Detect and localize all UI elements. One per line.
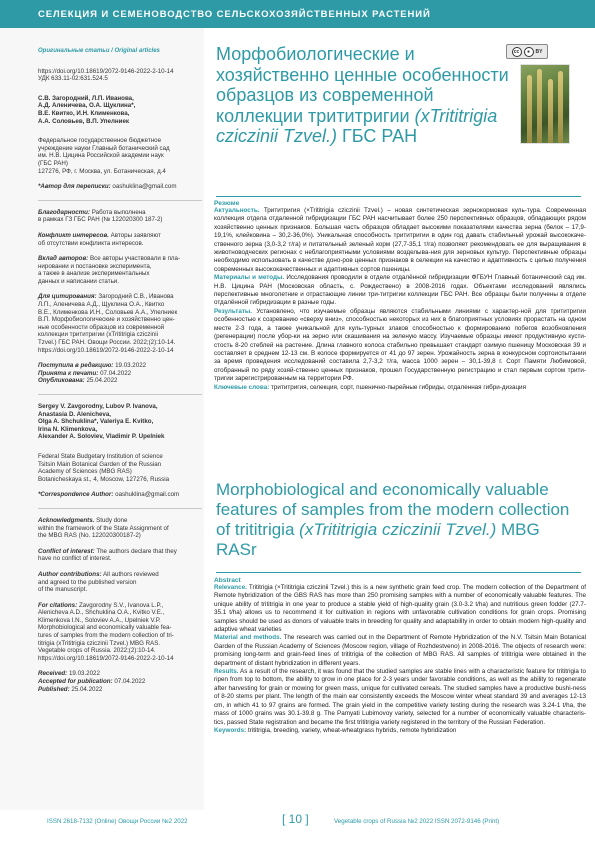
footer-issn-online: ISSN 2618-7132 (Online) Овощи России №2 2022 [47, 818, 188, 825]
abstract-relevance-ru: Актуальность. Трититригия (×Trititrigia cziczinii Tzvel.) – новая синтетическая зернокормовая куль-тура. Современная коллекция отдела отдаленной гибридизации ГБС РАН насчитывает более 250 перспективных образцов, обладающих рядом хозяйственно ценных признаков. Большая часть образцов обладает высокими показателями качества зерна (белок – 17,9-19,1%, клейковина – 30,2-36,0%). Уникальная способность трититригии в один год давать стабильный урожай высококаче-ственного зерна (3,0-3,2 т/га) и питательный зеленый корм (27,7-35,1 т/га) позволяет рекомендовать ее для выращивания в животноводческих регионах с неблагоприятными условиями возделыва-ния для зерновых культур. Перспективные образцы необходимо использовать в качестве доно-ров ценных признаков в селекции на качество и адаптивность с целью получения современных высококачественных и адаптивных сортов пшеницы. [214, 207, 587, 273]
authors-ru: С.В. Загородний, Л.П. Иванова, А.Д. Аленичева, О.А. Щуклина*, В.Е. Квитко, И.Н. Клименкова, А.А. Соловьев, В.П. Упелниек [38, 94, 136, 125]
page-footer [0, 810, 595, 842]
title-rule-ru [216, 196, 581, 197]
contribution-en: Author contributions: All authors reviewed and agreed to the published version of the manuscript. [38, 570, 159, 594]
affiliation-ru: Федеральное государственное бюджетное учреждение науки Главный ботанический сад им. Н.В. Цицина Российской академии наук (ГБС РАН) 127276, РФ, г. Москва, ул. Ботаническая, д.4 [38, 137, 170, 175]
correspondence-en: *Correspondence Author: oashuklina@gmail.com [38, 491, 180, 499]
person-icon: ● [524, 47, 534, 57]
acknowledgments-ru: Благодарности: Работа выполнена в рамках ГЗ ГБС РАН (№ 122020300 187-2) [38, 208, 163, 224]
correspondence-ru: *Автор для переписки: oashuklina@gmail.com [38, 183, 177, 191]
abstract-results-ru: Результаты. Установлено, что изучаемые образцы являются стабильными линиями с характер-ной для трититригии особенностью к созреванию «сверху вниз», способностью некоторых из них в благоприятных условиях прорастать на одном месте 2-3 года, а также уникальной для куль-турных злаков способностью к формированию побегов возобновления (регенерации) после убор-ки на зерно или скашивания на зеленую массу. Изучаемые образцы имеют продуктивную кусти-стость 8-20 стеблей на растение. Длина главного колоса стабильно превышает стандарт озимую пшеницу Московская 39 и составляет в среднем 12-13 см. В колосе формируется от 41 до 97 зерен. Урожайность зерна в конкурсном сортоиспытании за время проведения исследований составила 2,7-3,2 т/га, масса 1000 зерен – 30,1-39,8 г. Сорт Памяти Любимовой, отобранный по ряду хозяй-ственно ценных признаков, прошел Государственную регистрацию и стал первым сортом трити-тригии зарегистрированным на территории РФ. [214, 307, 587, 383]
abstract-en [214, 577, 586, 735]
sidebar-divider [38, 394, 202, 395]
authors-en: Sergey V. Zavgorodny, Lubov P. Ivanova, Anastasia D. Alenicheva, Olga A. Shchuklina*, Valeriya E. Kvitko, Irina N. Klimenkova, Alexander A. Soloviev, Vladimir P. Upelniek [38, 403, 165, 441]
affiliation-en: Federal State Budgetary Institution of science Tsitsin Main Botanical Garden of the Russian Academy of Sciences (MBG RAS) Botanicheskaya st., 4, Moscow, 127276, Russia [38, 452, 170, 483]
citation-en: For citations: Zavgorodny S.V., Ivanova L.P., Alenicheva A.D., Shchuklina O.A., Kvitko V.E., Klimenkova I.N., Soloviev A.A., Upelniek V.P. Morphobiological and economically valuable fea- tures of samples from the modern collection of tri- titrigia (xTrititrigia cziczinii Tzvel.) MBG RAS. Vegetable crops of Russia. 2022;(2):10-14. https://doi.org/10.18619/2072-9146-2022-2-10-14 [38, 601, 174, 662]
license-by-label: BY [535, 48, 543, 55]
sidebar-divider [38, 508, 202, 509]
udc-code: УДК 633.11-02:631.524.5 [38, 75, 108, 83]
footer-issn-print: Vegetable crops of Russia №2 2022 ISSN 2072-9146 (Print) [334, 818, 500, 825]
doi-link[interactable]: https://doi.org/10.18619/2072-9146-2022-2-10-14 [38, 67, 174, 75]
cc-by-license-badge[interactable] [506, 44, 548, 59]
article-type: Оригинальные статьи / Original articles [38, 48, 160, 54]
title-rule-en [216, 572, 581, 573]
correspondence-email-ru[interactable]: oashuklina@gmail.com [112, 183, 177, 191]
keywords-en: Keywords: trititrigia, breeding, variety, wheat-wheatgrass hybrids, remote hybridization [214, 726, 457, 734]
abstract-results-en: Results. As a result of the research, it was found that the studied samples are stable lines with a characteristic feature for trititrigia to ripen from top to bottom, the ability to grow in one place for 2-3 years under favorable conditions, as well as the ability to regenerate after harvesting for grain or mowing for green mass, unique for cultivated cereals. The studied samples have a productive bushi-ness of 8-20 stems per plant. The length of the main ear consistently exceeds the Moscow winter wheat standard 39 and averages 12-13 cm, in which 41 to 97 grains are formed. The grain yield in the competitive variety testing during the research was 3.24-1 t/ha, the mass of 1000 grains was 30.1-39.8 g. The Pamyati Lubimovoy variety, selected for a number of economically valuable characteris-tics, passed State registration and became the first trititrigia variety registered in the territory of the Russian Federation. [214, 668, 587, 726]
sidebar-divider [38, 200, 202, 201]
article-title-en: Morphobiological and economically valuable features of samples from the modern collection of trititrigia (xTrititrigia cziczinii Tzvel.) MBG RASr [216, 480, 570, 559]
article-title-ru: Морфобиологические и хозяйственно ценные особенности образцов из современной коллекции трититригии (xTrititrigia cziczinii Tzvel.) ГБС РАН [216, 44, 509, 146]
trititrigia-plants-photo [520, 64, 570, 144]
abstract-methods-en: Material and methods. The research was carried out in the Department of Remote Hybridization of the N.V. Tsitsin Main Botanical Garden of the Russian Academy of Sciences (Moscow region, village of Rozhdestveno) in 2008-2016. The objects of research were: promising long-term and grain-feed lines of trititrigia of the collection of MBG RAS. All samples of trititrigia were obtained in the department of distant hybridization in different years. [214, 634, 586, 667]
abstract-heading-ru: Резюме [214, 200, 240, 207]
dates-en: Received: 19.03.2022 Accepted for publication: 07.04.2022 Published: 25.04.2022 [38, 670, 146, 693]
abstract-methods-ru: Материалы и методы. Исследования проводили в отделе отдалённой гибридизации ФГБУН Главный ботанический сад им. Н.В. Цицина РАН (Московская область, с. Рождествено) в 2008-2016 годах. Объектами исследований являлись перспективные многолетние и отрастающие линии три-титригии коллекции ГБС РАН. Все образцы были получены в отделе отдалённой гибридизации в разные годы. [214, 274, 586, 307]
conflict-en: Conflict of interest: The authors declare that they have no conflict of interest. [38, 547, 177, 563]
abstract-heading-en: Abstract [214, 577, 241, 584]
keywords-ru: Ключевые слова: трититригия, селекция, сорт, пшенично-пырейные гибриды, отдаленная гибри-дизация [214, 383, 526, 391]
journal-banner: СЕЛЕКЦИЯ И СЕМЕНОВОДСТВО СЕЛЬСКОХОЗЯЙСТВЕННЫХ РАСТЕНИЙ [0, 0, 595, 28]
conflict-ru: Конфликт интересов. Авторы заявляют об отсутствии конфликта интересов. [38, 231, 161, 247]
citation-ru: Для цитирования: Загородний С.В., Иванова Л.П., Аленичева А.Д., Щуклина О.А., Квитко В.Е., Клименкова И.Н., Соловьев А.А., Упелниек В.П. Морфобиологические и хозяйственно цен- ные особенности образцов из современной коллекции трититригии (xTrititrigia cziczinii Tzvel.) ГБС РАН. Овощи России. 2022;(2):10-14. https://doi.org/10.18619/2072-9146-2022-2-10-14 [38, 293, 178, 354]
contribution-ru: Вклад авторов: Все авторы участвовали в пла- нировании и постановке эксперимента, а также в анализе экспериментальных данных и написании статьи. [38, 255, 181, 285]
abstract-relevance-en: Relevance. Trititrigia (×Trititrigia cziczinii Tzvel.) this is a new synthetic grain feed crop. The modern collection of the Department of Remote hybridization of the GBS RAS has more than 250 promising samples with a number of economically valuable features. The unique ability of trititrigia in one year to produce a stable yield of high-quality grain (3.0-3.2 t/ha) and nutritious green fodder (27.7-35.1 t/ha) allows us to recommend it for cultivation in regions with unfavorable cultivation conditions for grain crops. Promising samples should be used as donors of valuable traits in breeding for quality and adaptability in order to obtain modern high-quality and adaptive wheat varieties [214, 584, 586, 634]
dates-ru: Поступила в редакцию: 19.03.2022 Принята к печати: 07.04.2022 Опубликована: 25.04.2022 [38, 362, 147, 385]
article-info-sidebar [0, 28, 204, 810]
page-number: [ 10 ] [282, 812, 309, 826]
correspondence-email-en[interactable]: oashuklina@gmail.com [115, 491, 180, 499]
cc-icon: cc [512, 47, 522, 57]
abstract-ru [214, 200, 586, 392]
acknowledgments-en: Acknowledgments. Study done within the framework of the State Assignment of the MBG RAS (No. 122020300187-2) [38, 516, 169, 540]
